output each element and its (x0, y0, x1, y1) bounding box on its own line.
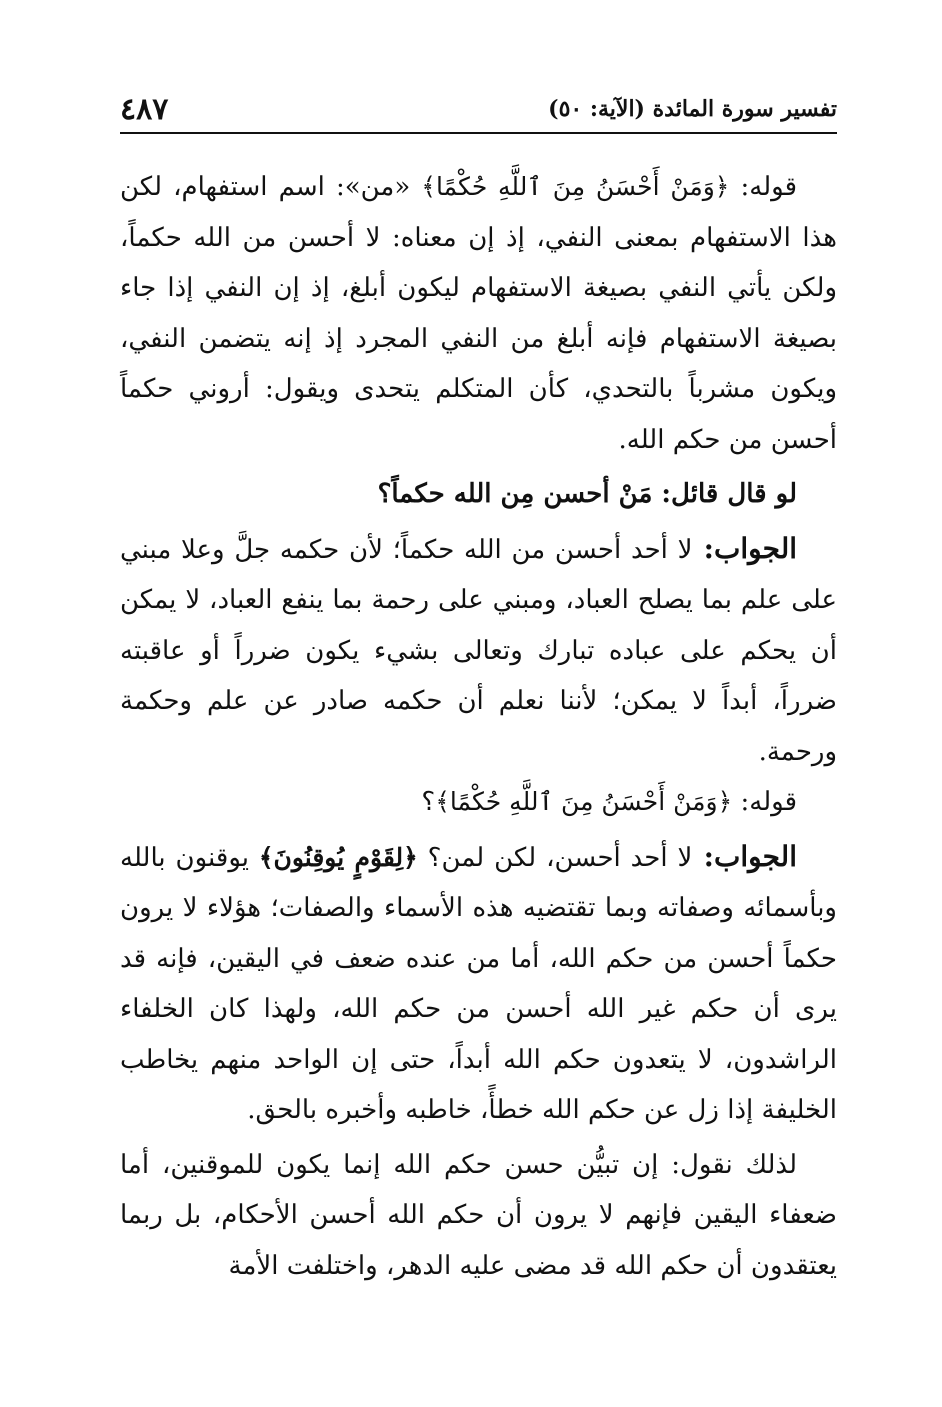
answer-text: لا أحد أحسن من الله حكماً؛ لأن حكمه جلَّ وعلا مبني على علم بما يصلح العباد، ومبني على رحمة بما ينفع العباد، لا يمكن أن يحكم على عباده تبارك وتعالى بشيء يكون ضرراً أو عاقبته ضرراً، أبداً لا يمكن؛ لأننا نعلم أن حكمه صادر عن علم وحكمة ورحمة. (120, 534, 837, 767)
quran-verse: ﴿لِقَوْمٍ يُوقِنُونَ﴾ (258, 842, 418, 872)
paragraph-3-lead: قوله: (732, 787, 797, 817)
paragraph-1-text: «من»: اسم استفهام، لكن هذا الاستفهام بمعنى النفي، إذ إن معناه: لا أحسن من الله حكماً، ولكن يأتي النفي بصيغة الاستفهام ليكون أبلغ، إذ إن النفي إذا جاء بصيغة الاستفهام فإنه أبلغ من النفي المجرد إذ إنه يتضمن النفي، ويكون مشرباً بالتحدي، كأن المتكلم يتحدى ويقول: أروني حكماً أحسن من حكم الله. (120, 172, 837, 455)
quran-verse: ﴿وَمَنْ أَحْسَنُ مِنَ ٱللَّهِ حُكْمًا﴾ (435, 787, 733, 816)
page-body (120, 162, 837, 1291)
paragraph-3 (120, 777, 837, 828)
paragraph-1-lead: قوله: (729, 172, 798, 202)
paragraph-5: لذلك نقول: إن تبيُّن حسن حكم الله إنما يكون للموقنين، أما ضعفاء اليقين فإنهم لا يرون أن حكم الله أحسن الأحكام، بل ربما يعتقدون أن حكم الله قد مضى عليه الدهر، واختلفت الأمة (120, 1149, 837, 1281)
quran-verse: ﴿وَمَنْ أَحْسَنُ مِنَ ٱللَّهِ حُكْمًا﴾ (421, 172, 730, 201)
paragraph-1 (120, 162, 837, 465)
answer-label: الجواب: (692, 839, 797, 873)
answer-text: لا أحد أحسن، لكن لمن؟ (417, 842, 693, 873)
page-number: ٤٨٧ (120, 92, 169, 127)
answer-paragraph-2 (120, 832, 837, 1136)
paragraph-3-text: ؟ (421, 787, 436, 817)
header-title: تفسير سورة المائدة (الآية: ٥٠) (548, 96, 837, 122)
answer-label: الجواب: (692, 531, 797, 565)
question-heading: لو قال قائل: مَنْ أحسن مِن الله حكماً؟ (377, 479, 797, 509)
answer-text-continued: يوقنون بالله وبأسمائه وصفاته وبما تقتضيه هذه الأسماء والصفات؛ هؤلاء لا يرون حكماً أحسن من حكم الله، أما من عنده ضعف في اليقين، فإنه قد يرى أن حكم غير الله أحسن من حكم الله، ولهذا كان الخلفاء الراشدون، لا يتعدون حكم الله أبداً، حتى إن الواحد منهم يخاطب الخليفة إذا زل عن حكم الله خطأً، خاطبه وأخبره بالحق. (120, 842, 837, 1125)
answer-paragraph-1 (120, 524, 837, 778)
page-header (120, 92, 837, 132)
header-divider (120, 132, 837, 134)
